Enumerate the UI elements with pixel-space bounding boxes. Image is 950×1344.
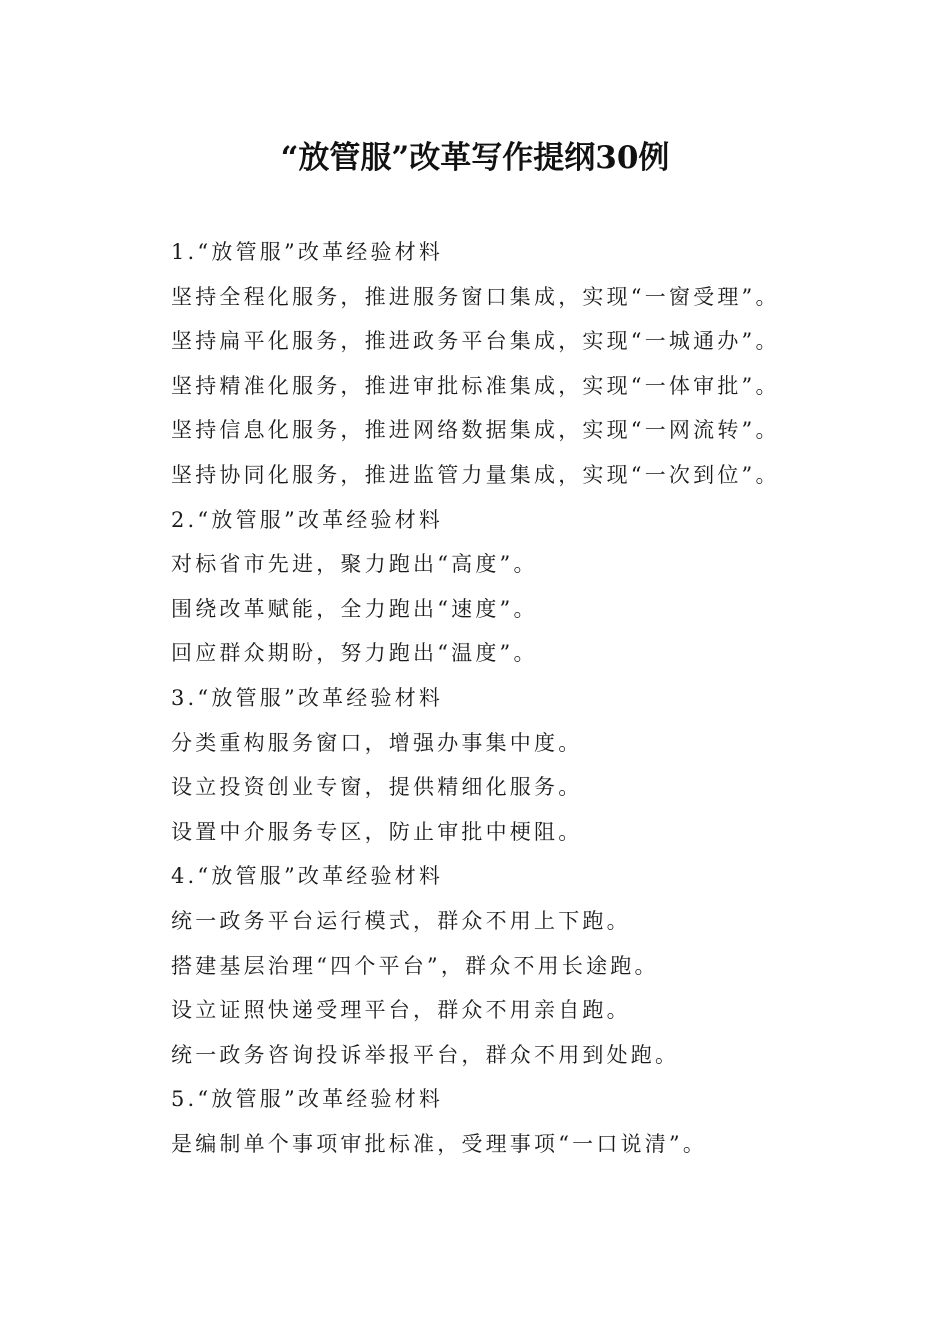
paragraph-line: 分类重构服务窗口，增强办事集中度。	[171, 730, 583, 755]
paragraph-line: 坚持信息化服务，推进网络数据集成，实现“一网流转”。	[171, 418, 780, 443]
paragraph-line: 统一政务咨询投诉举报平台，群众不用到处跑。	[171, 1042, 680, 1067]
paragraph-line: 回应群众期盼，努力跑出“温度”。	[171, 641, 538, 666]
paragraph-line: 设立证照快递受理平台，群众不用亲自跑。	[171, 998, 631, 1023]
section-heading-3: 3.“放管服”改革经验材料	[171, 685, 444, 710]
paragraph-line: 坚持精准化服务，推进审批标准集成，实现“一体审批”。	[171, 373, 780, 398]
document-body	[171, 230, 871, 1166]
paragraph-line: 坚持全程化服务，推进服务窗口集成，实现“一窗受理”。	[171, 284, 780, 309]
paragraph-line: 围绕改革赋能，全力跑出“速度”。	[171, 596, 538, 621]
section-heading-4: 4.“放管服”改革经验材料	[171, 864, 444, 889]
paragraph-line: 设置中介服务专区，防止审批中梗阻。	[171, 819, 583, 844]
section-heading-1: 1.“放管服”改革经验材料	[171, 240, 444, 264]
paragraph-line: 统一政务平台运行模式，群众不用上下跑。	[171, 908, 631, 933]
paragraph-line: 设立投资创业专窗，提供精细化服务。	[171, 775, 583, 800]
section-heading-5: 5.“放管服”改革经验材料	[171, 1087, 444, 1112]
paragraph-line: 搭建基层治理“四个平台”，群众不用长途跑。	[171, 953, 659, 978]
document-title: “放管服”改革写作提纲30例	[280, 140, 670, 176]
paragraph-line: 坚持扁平化服务，推进政务平台集成，实现“一城通办”。	[171, 329, 780, 354]
paragraph-line: 对标省市先进，聚力跑出“高度”。	[171, 552, 538, 577]
section-heading-2: 2.“放管服”改革经验材料	[171, 507, 444, 532]
paragraph-line: 坚持协同化服务，推进监管力量集成，实现“一次到位”。	[171, 462, 780, 487]
paragraph-line: 是编制单个事项审批标准，受理事项“一口说清”。	[171, 1131, 708, 1156]
